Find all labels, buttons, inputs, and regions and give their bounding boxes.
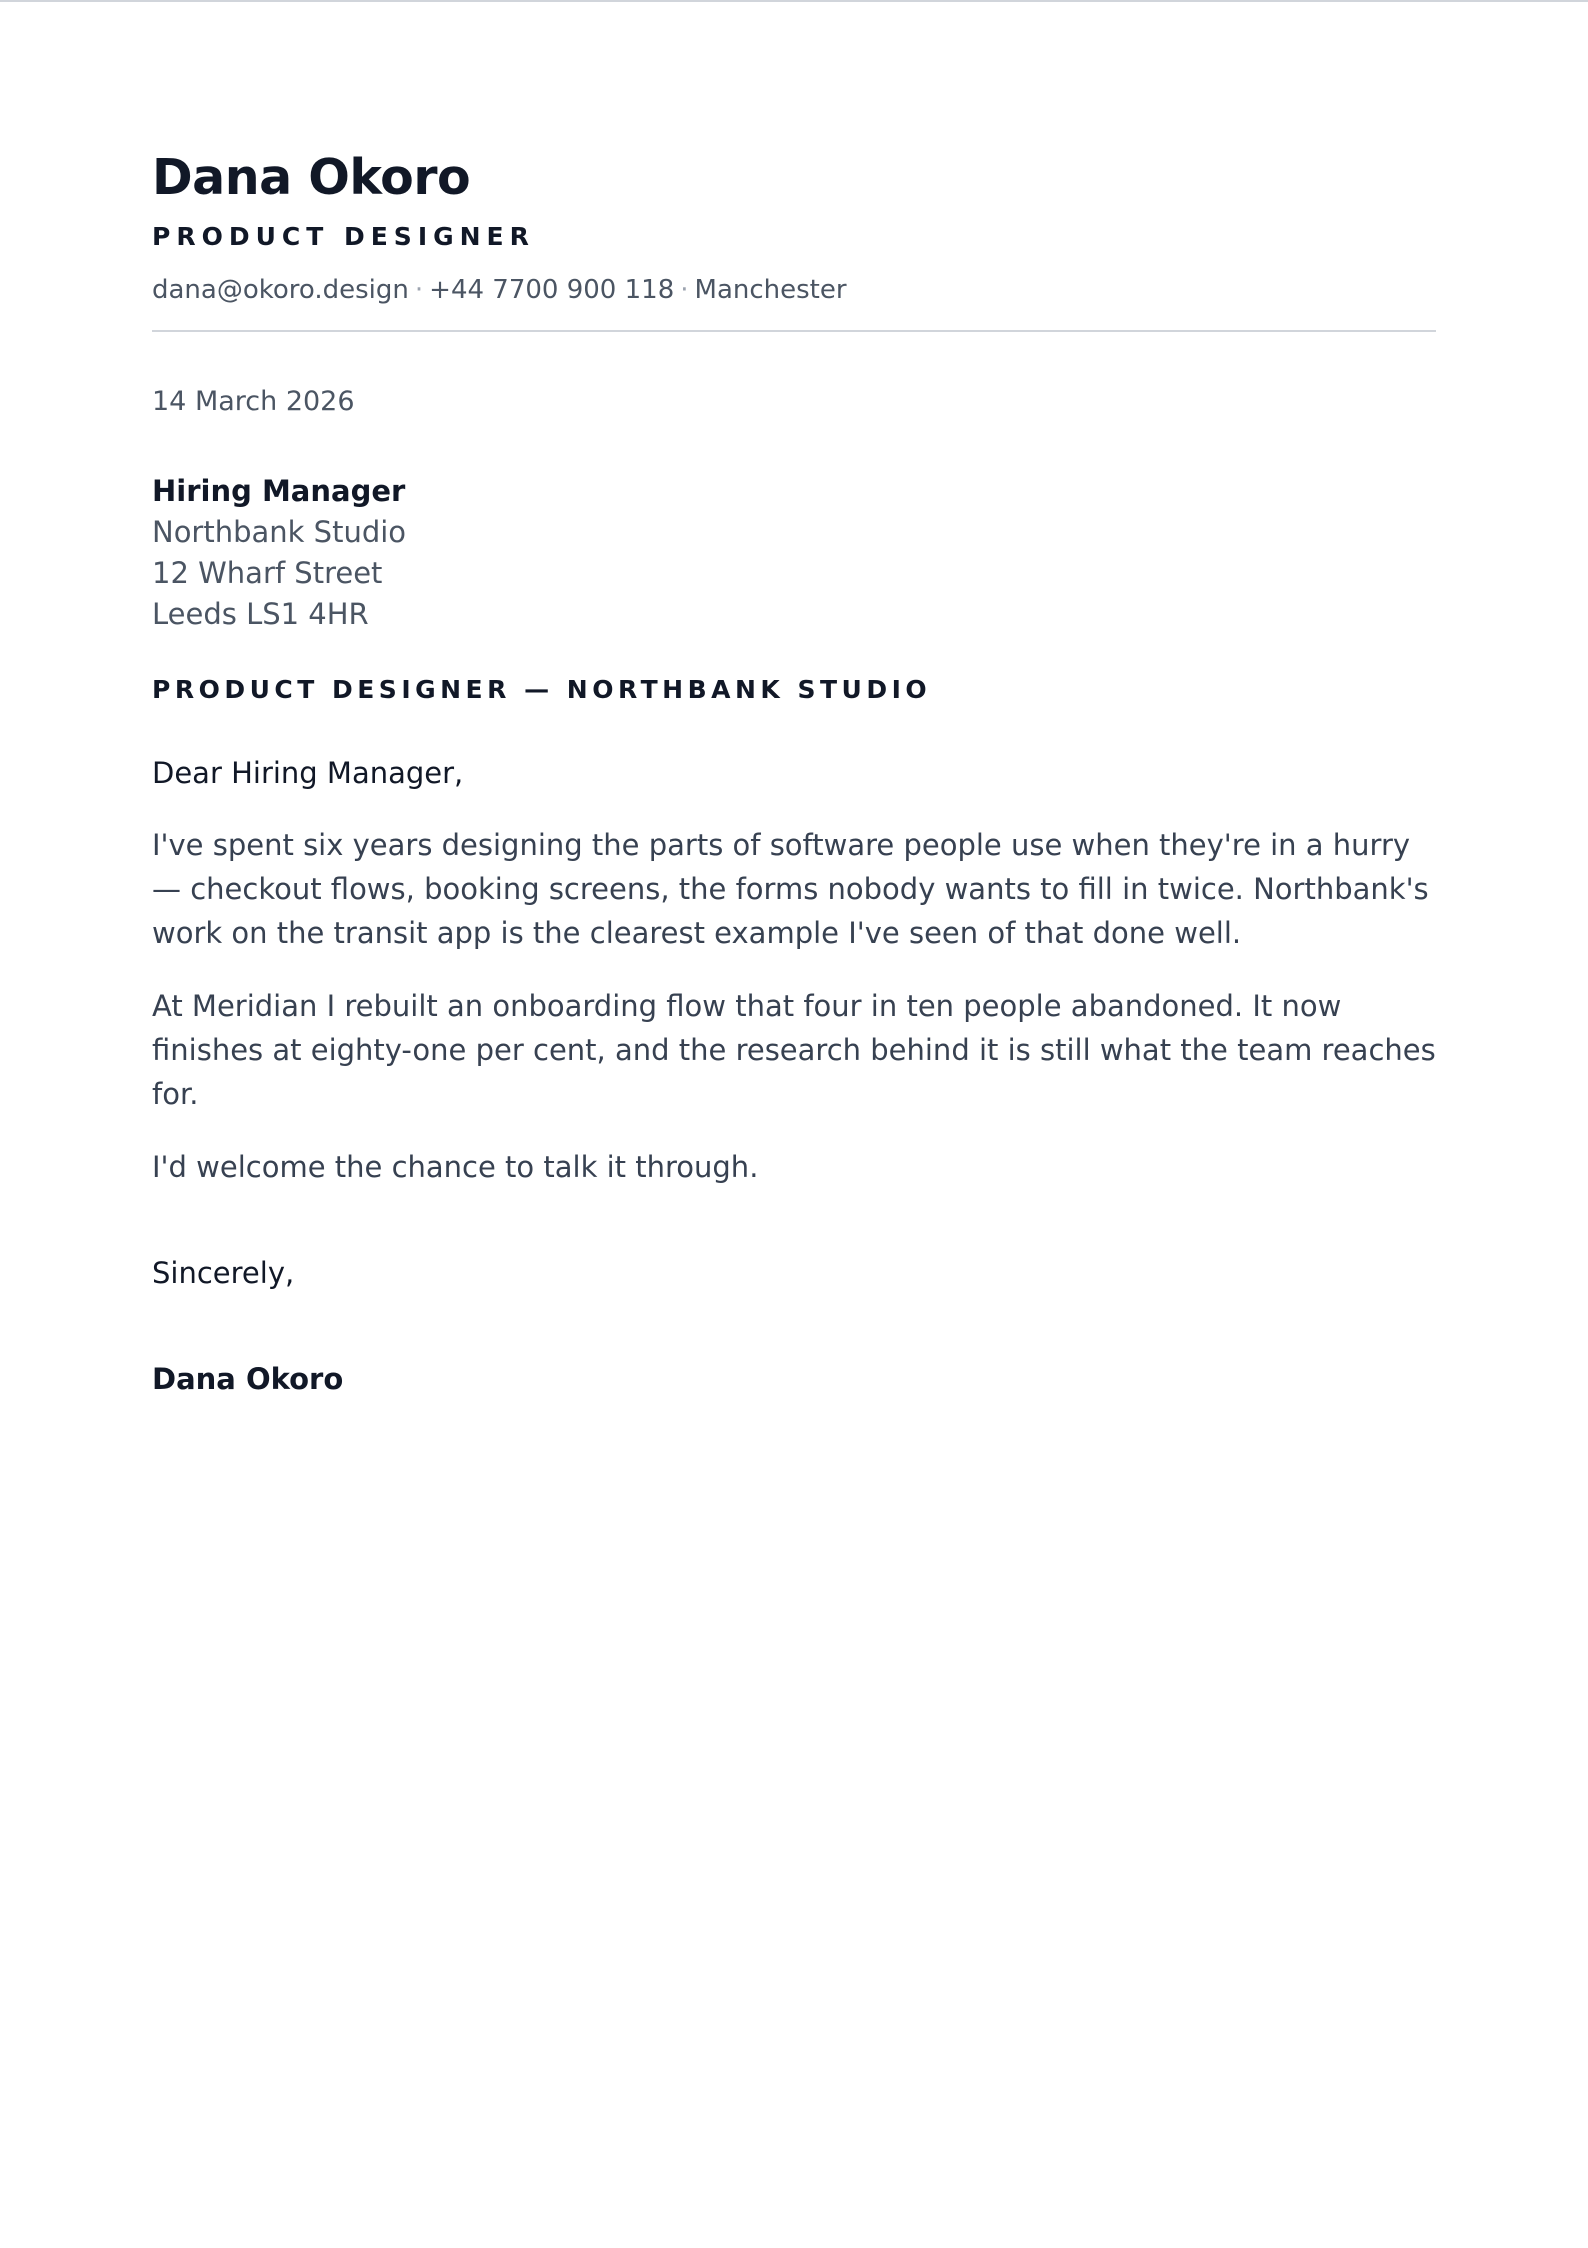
recipient-city: Leeds LS1 4HR	[152, 597, 369, 632]
recipient-address	[152, 471, 1436, 635]
contact-separator: ·	[414, 275, 424, 306]
contact-separator: ·	[680, 275, 689, 306]
closing: Sincerely,	[152, 1255, 295, 1290]
header-divider	[152, 330, 1436, 332]
contact-line	[152, 274, 1436, 308]
salutation: Dear Hiring Manager,	[152, 756, 464, 791]
sender-name: Dana Okoro	[152, 149, 471, 206]
letterhead	[152, 150, 1436, 332]
body-paragraph: I've spent six years designing the parts of software people use when they're in a hurry — checkout flows, booking screens, the forms nobody wants to fill in twice. Northbank's work on the transit app is the clearest example I've seen of that done well.	[152, 827, 1429, 950]
letter-body	[152, 823, 1436, 1189]
contact-phone: +44 7700 900 118	[429, 275, 675, 306]
recipient-name: Hiring Manager	[152, 474, 406, 509]
top-border	[0, 0, 1588, 2]
recipient-company: Northbank Studio	[152, 515, 407, 550]
body-paragraph: I'd welcome the chance to talk it through.	[152, 1149, 759, 1184]
body-paragraph: At Meridian I rebuilt an onboarding flow that four in ten people abandoned. It now finishes at eighty-one per cent, and the research behind it is still what the team reaches for.	[152, 988, 1436, 1111]
contact-location: Manchester	[694, 275, 847, 306]
signature: Dana Okoro	[152, 1361, 344, 1396]
sender-role: PRODUCT DESIGNER	[152, 222, 535, 252]
contact-email: dana@okoro.design	[152, 275, 409, 306]
letter-date: 14 March 2026	[152, 386, 355, 418]
cover-letter	[152, 150, 1436, 1398]
letter-subject: PRODUCT DESIGNER — NORTHBANK STUDIO	[152, 675, 932, 705]
recipient-street: 12 Wharf Street	[152, 556, 383, 591]
